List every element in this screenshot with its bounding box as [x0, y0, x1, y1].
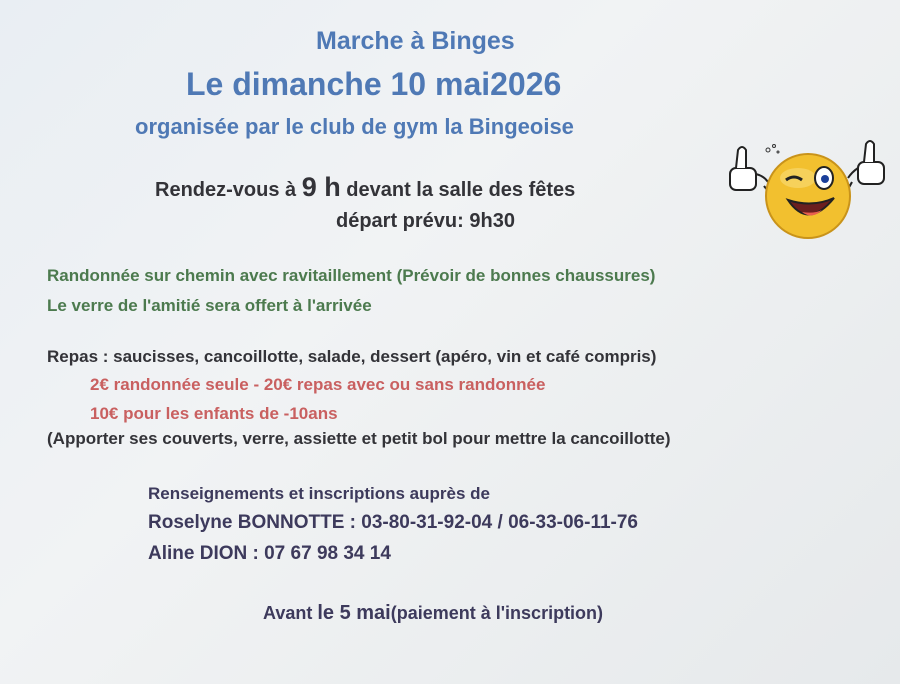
- contact-roselyne: Roselyne BONNOTTE : 03-80-31-92-04 / 06-33-06-11-76: [148, 512, 638, 533]
- event-organizer: organisée par le club de gym la Bingeoise: [135, 114, 574, 139]
- deadline-suffix: (paiement à l'inscription): [390, 603, 604, 623]
- left-thumb-icon: [730, 147, 768, 190]
- deadline-prefix: Avant: [263, 603, 318, 623]
- friendship-drink: Le verre de l'amitié sera offert à l'arrivée: [47, 296, 372, 315]
- contact-aline: Aline DION : 07 67 98 34 14: [148, 543, 391, 564]
- registration-deadline: [263, 602, 603, 625]
- contact-intro: Renseignements et inscriptions auprès de: [148, 484, 490, 503]
- bring-items: (Apporter ses couverts, verre, assiette et petit bol pour mettre la cancoillotte): [47, 429, 671, 448]
- departure-time: départ prévu: 9h30: [336, 210, 515, 232]
- winking-smiley-thumbs-up-icon: [724, 138, 894, 242]
- price-children: 10€ pour les enfants de -10ans: [90, 404, 338, 423]
- event-title: Marche à Binges: [316, 27, 515, 55]
- right-thumb-icon: [848, 141, 884, 184]
- meeting-line: [155, 172, 575, 203]
- deadline-date: le 5 mai: [317, 602, 391, 624]
- meeting-prefix: Rendez-vous à: [155, 179, 302, 201]
- price-adult: 2€ randonnée seule - 20€ repas avec ou sans randonnée: [90, 375, 546, 394]
- meeting-suffix: devant la salle des fêtes: [340, 179, 576, 201]
- meal-menu: Repas : saucisses, cancoillotte, salade, dessert (apéro, vin et café compris): [47, 347, 657, 366]
- event-date: Le dimanche 10 mai2026: [186, 66, 562, 102]
- meeting-time: 9 h: [301, 172, 341, 202]
- hike-description: Randonnée sur chemin avec ravitaillement (Prévoir de bonnes chaussures): [47, 266, 656, 285]
